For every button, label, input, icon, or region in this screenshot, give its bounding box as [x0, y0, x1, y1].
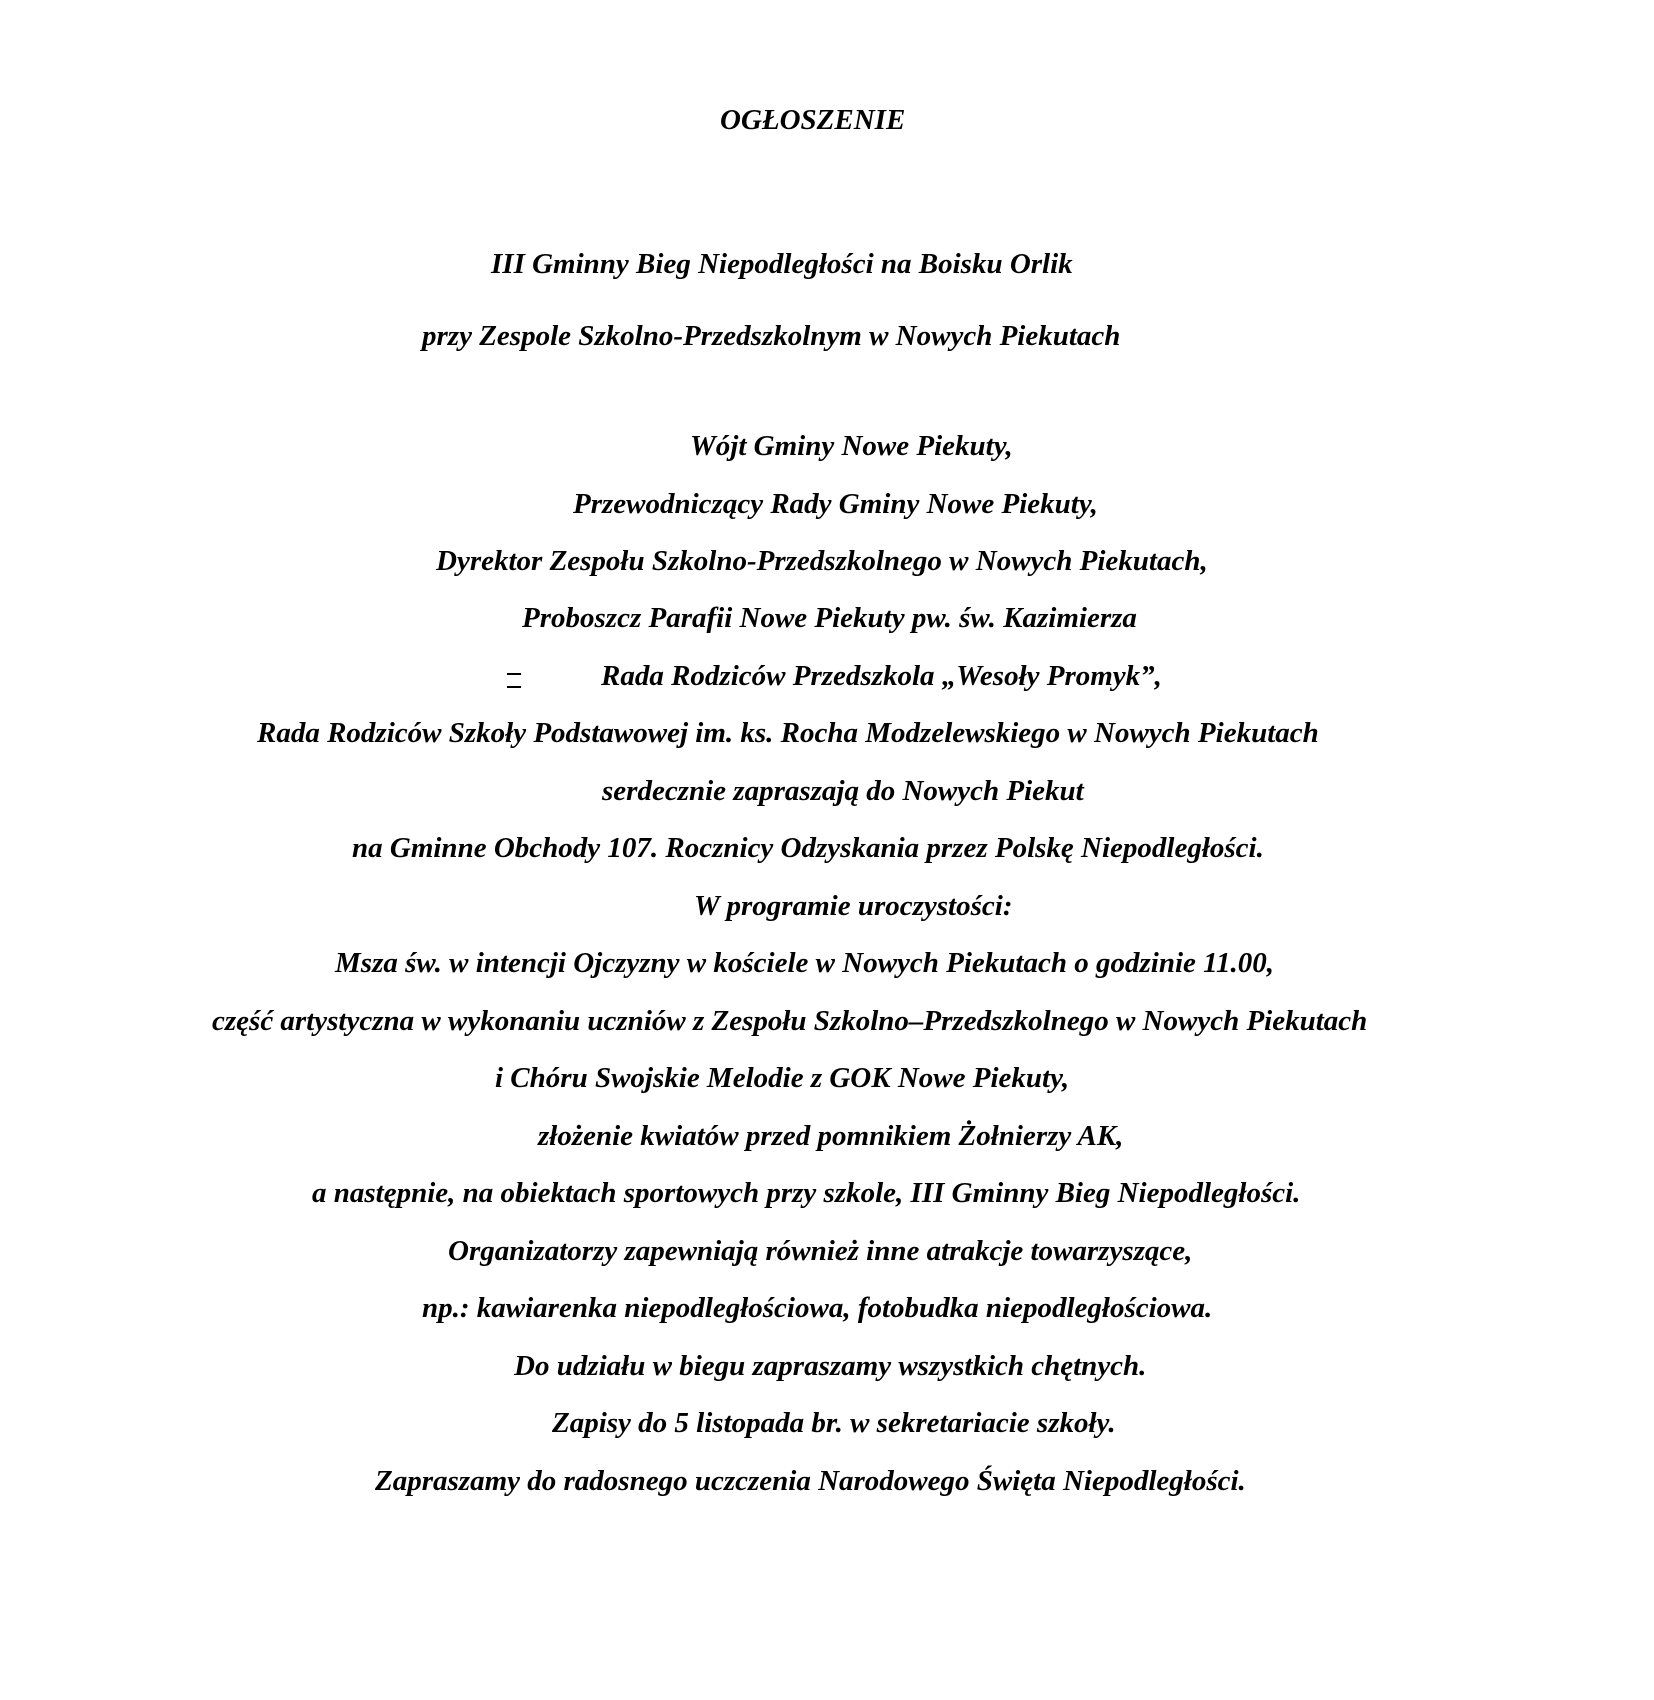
list-marker-icon: [505, 670, 523, 690]
host-line: Rada Rodziców Szkoły Podstawowej im. ks. Rocha Modzelewskiego w Nowych Piekutach: [257, 717, 1319, 749]
subtitle-line: przy Zespole Szkolno-Przedszkolnym w Nowych Piekutach: [422, 320, 1121, 352]
host-line: Dyrektor Zespołu Szkolno-Przedszkolnego w Nowych Piekutach,: [436, 545, 1208, 577]
program-heading: W programie uroczystości:: [694, 890, 1013, 922]
invitation-line: serdecznie zapraszają do Nowych Piekut: [602, 775, 1084, 807]
host-line: Rada Rodziców Przedszkola „Wesoły Promyk”,: [601, 660, 1162, 692]
host-line: Wójt Gminy Nowe Piekuty,: [690, 430, 1013, 462]
program-line: Zapisy do 5 listopada br. w sekretariacie szkoły.: [552, 1407, 1116, 1439]
host-line: Proboszcz Parafii Nowe Piekuty pw. św. Kazimierza: [522, 602, 1137, 634]
program-line: i Chóru Swojskie Melodie z GOK Nowe Piekuty,: [495, 1062, 1070, 1094]
program-line: Do udziału w biegu zapraszamy wszystkich chętnych.: [514, 1350, 1147, 1382]
program-line: Organizatorzy zapewniają również inne atrakcje towarzyszące,: [448, 1235, 1193, 1267]
program-line: Msza św. w intencji Ojczyzny w kościele w Nowych Piekutach o godzinie 11.00,: [335, 947, 1275, 979]
program-line: a następnie, na obiektach sportowych przy szkole, III Gminny Bieg Niepodległości.: [312, 1177, 1301, 1209]
program-line: złożenie kwiatów przed pomnikiem Żołnierzy AK,: [538, 1120, 1124, 1152]
host-line: Przewodniczący Rady Gminy Nowe Piekuty,: [573, 488, 1098, 520]
program-line: np.: kawiarenka niepodległościowa, fotobudka niepodległościowa.: [422, 1292, 1213, 1324]
program-line: część artystyczna w wykonaniu uczniów z Zespołu Szkolno–Przedszkolnego w Nowych Piekutach: [212, 1005, 1368, 1037]
invitation-line: na Gminne Obchody 107. Rocznicy Odzyskania przez Polskę Niepodległości.: [352, 832, 1264, 864]
document-heading: OGŁOSZENIE: [720, 104, 906, 136]
program-line: Zapraszamy do radosnego uczczenia Narodowego Święta Niepodległości.: [375, 1465, 1246, 1497]
subtitle-line: III Gminny Bieg Niepodległości na Boisku Orlik: [491, 248, 1073, 280]
